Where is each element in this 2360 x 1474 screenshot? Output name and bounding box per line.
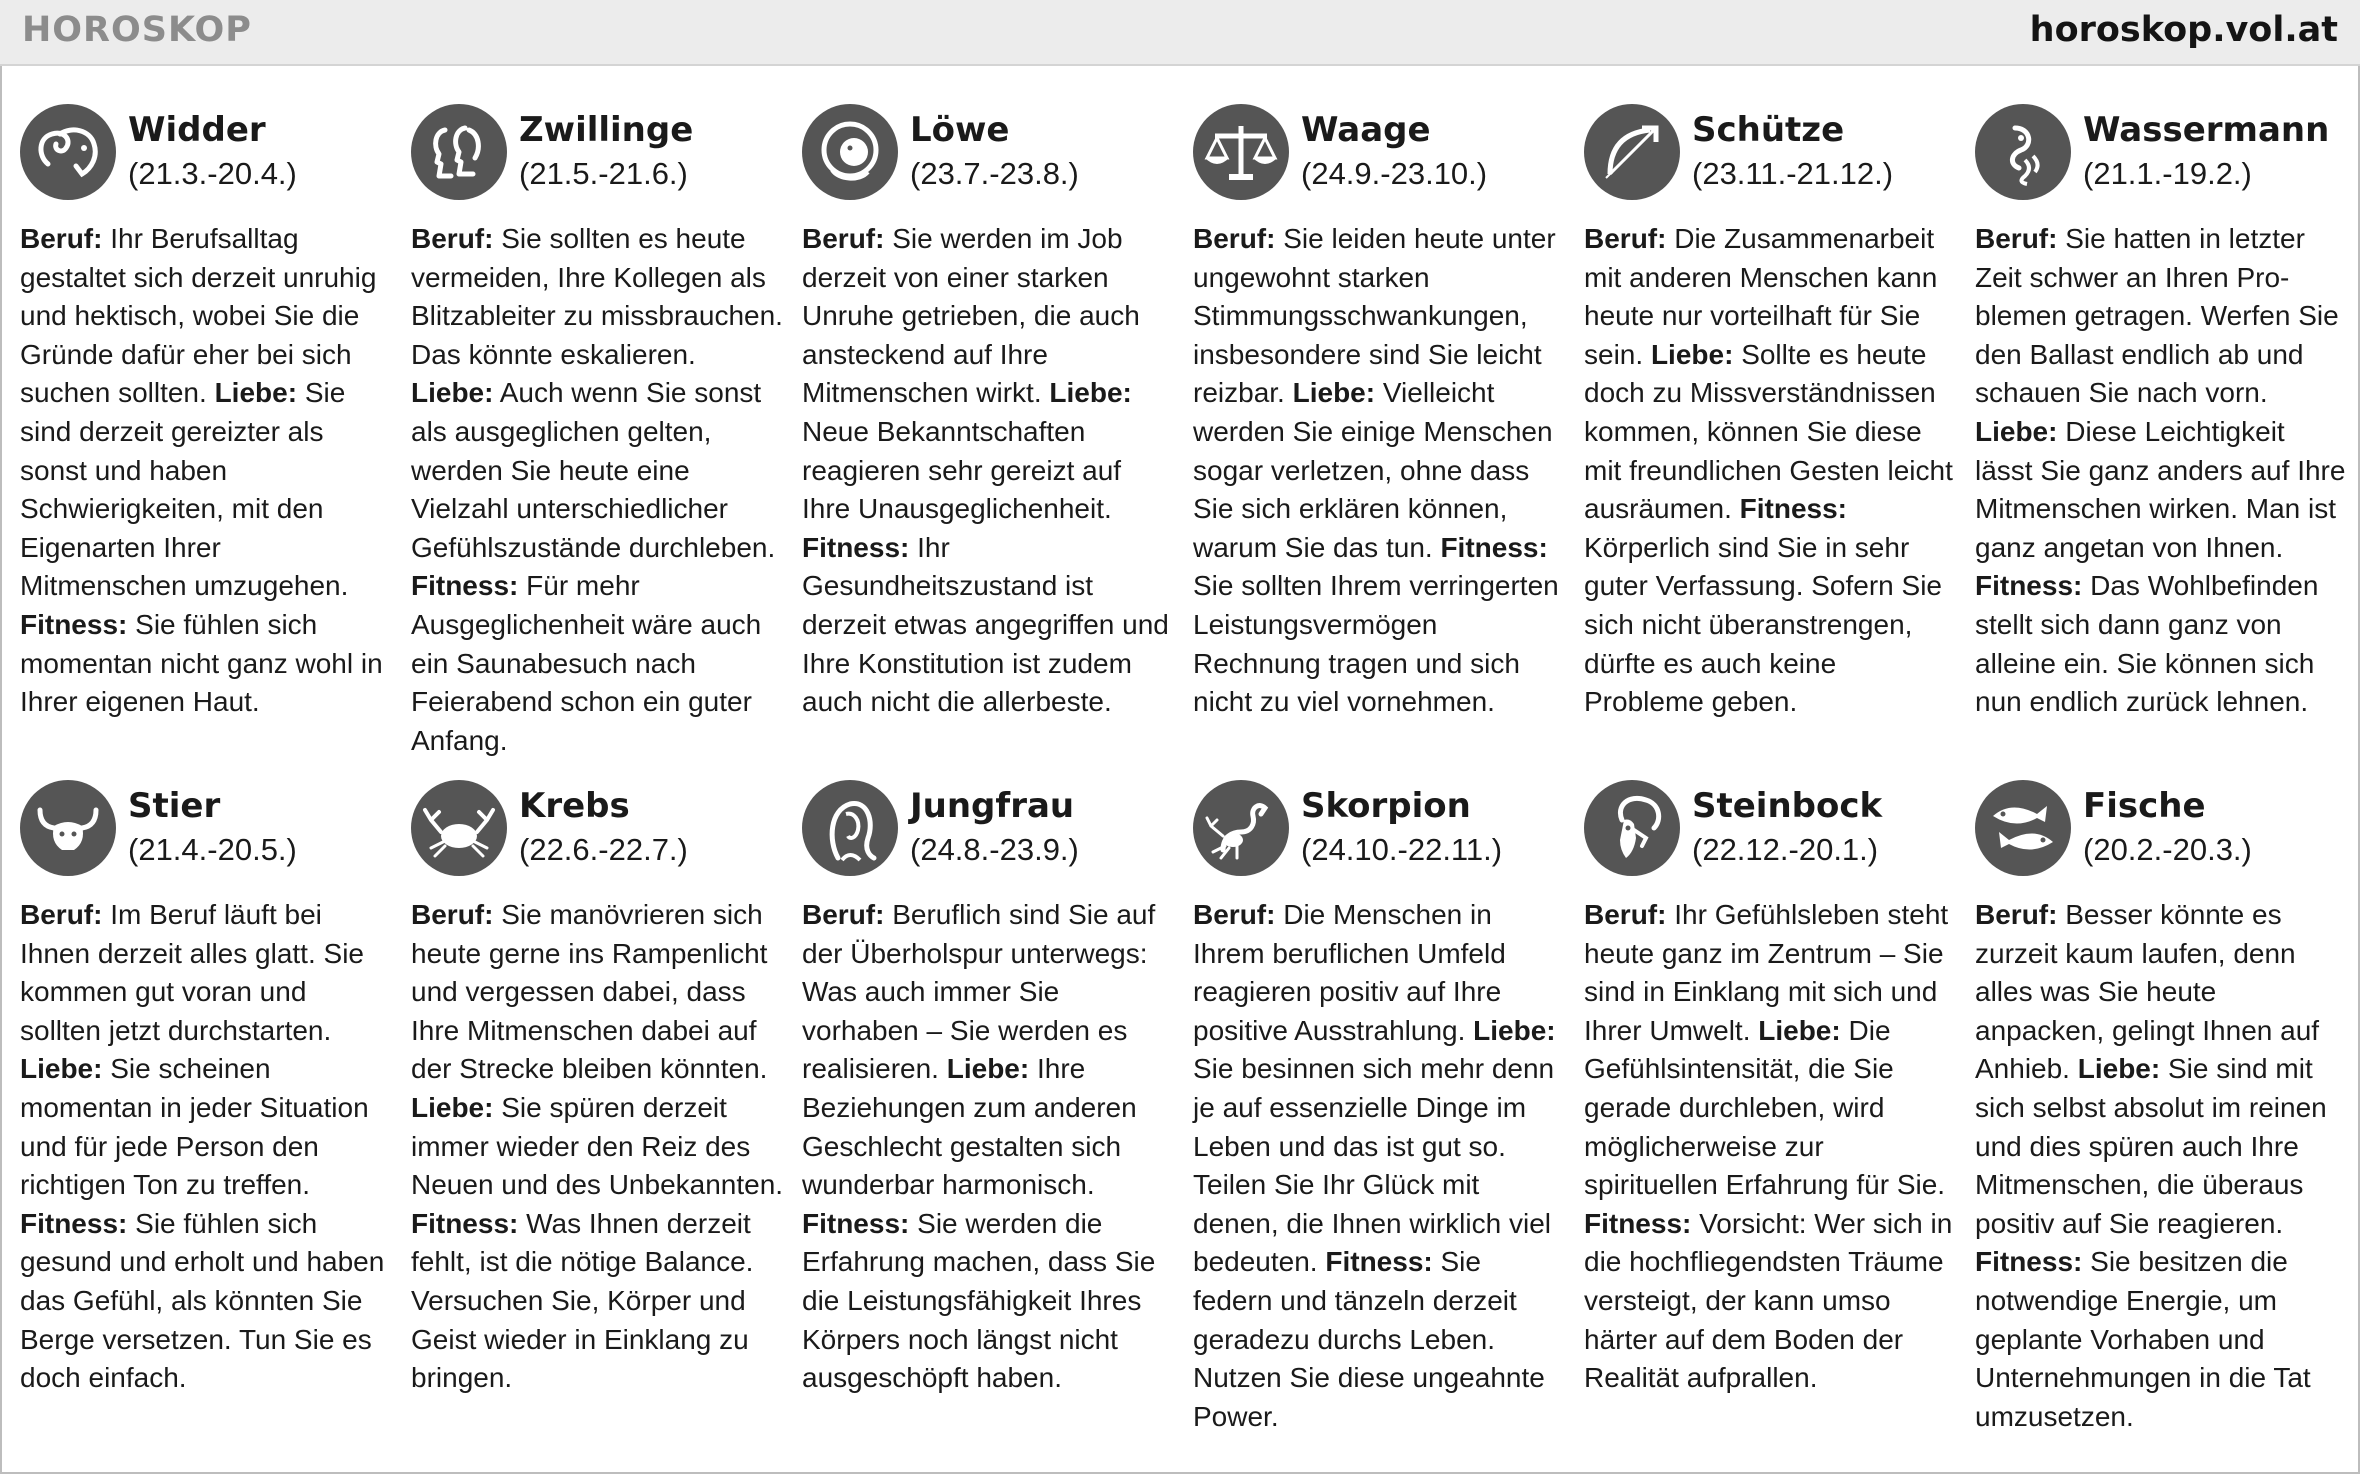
sign-jungfrau <box>802 780 1177 1456</box>
bull-icon <box>20 780 116 876</box>
text-fitness: Körperlich sind Sie in sehr guter Verfassung. Sofern Sie sich nicht überanstrengen, dürfte es auch keine Probleme geben. <box>1584 531 1942 718</box>
sign-text <box>1584 220 1959 722</box>
label-fitness: Fitness: <box>20 1207 128 1239</box>
sign-name: Löwe <box>910 110 1010 150</box>
label-fitness: Fitness: <box>1584 1207 1692 1239</box>
sign-text <box>802 896 1177 1398</box>
sign-header <box>1975 104 2350 204</box>
text-beruf: Die Menschen in Ihrem beruflichen Umfeld reagieren positiv auf Ihre positive Ausstrahlung. <box>1193 899 1506 1046</box>
sign-text <box>20 896 395 1398</box>
scales-icon <box>1193 104 1289 200</box>
sign-waage <box>1193 104 1568 780</box>
label-liebe: Liebe: <box>1292 377 1376 409</box>
sign-header <box>1584 780 1959 880</box>
sign-dates: (24.9.-23.10.) <box>1301 156 1488 191</box>
sign-dates: (21.5.-21.6.) <box>519 156 688 191</box>
horoscope-grid <box>20 104 2350 1456</box>
twins-icon <box>411 104 507 200</box>
text-beruf: Sie hatten in letzter Zeit schwer an Ihren Problemen getragen. Werfen Sie den Ballast endlich ab und schauen Sie nach vorn. <box>1975 223 2339 409</box>
sign-text <box>1975 896 2350 1436</box>
text-fitness: Sie fühlen sich gesund und erholt und haben das Gefühl, als könnten Sie Berge versetzen. Tun Sie es doch einfach. <box>20 1207 385 1394</box>
text-beruf: Sie leiden heute unter ungewohnt starken Stimmungsschwankungen, insbesondere sind Sie leicht reizbar. <box>1193 223 1556 409</box>
text-liebe: Diese Leichtigkeit lässt Sie ganz anders auf Ihre Mitmenschen wirken. Man ist ganz angetan von Ihnen. <box>1975 415 2346 563</box>
label-fitness: Fitness: <box>802 531 910 563</box>
sign-name: Widder <box>128 110 266 150</box>
label-beruf: Beruf: <box>411 223 494 254</box>
text-beruf: Sie manövrieren sich heute gerne ins Rampenlicht und vergessen dabei, dass Ihre Mitmenschen dabei auf der Strecke bleiben könnten. <box>411 899 768 1085</box>
sign-loewe <box>802 104 1177 780</box>
sign-header <box>20 104 395 204</box>
water-bearer-icon <box>1975 104 2071 200</box>
sign-dates: (20.2.-20.3.) <box>2083 832 2252 867</box>
label-fitness: Fitness: <box>802 1207 910 1239</box>
text-liebe: Ihre Beziehungen zum anderen Geschlecht gestalten sich wunderbar harmonisch. <box>802 1053 1137 1201</box>
sign-text <box>411 220 786 760</box>
label-fitness: Fitness: <box>1975 570 2083 602</box>
text-liebe: Vielleicht werden Sie einige Menschen sogar verletzen, ohne dass Sie sich erklären können, warum Sie das tun. <box>1193 377 1553 563</box>
sign-text <box>802 220 1177 722</box>
header-url[interactable]: horoskop.vol.at <box>2029 10 2338 50</box>
sign-text <box>1584 896 1959 1398</box>
label-liebe: Liebe: <box>1650 338 1734 370</box>
label-beruf: Beruf: <box>1193 899 1276 930</box>
label-fitness: Fitness: <box>1975 1246 2083 1278</box>
sign-name: Fische <box>2083 786 2206 826</box>
sign-header <box>411 104 786 204</box>
text-fitness: Was Ihnen derzeit fehlt, ist die nötige Balance. Versuchen Sie, Körper und Geist wieder in Einklang zu bringen. <box>411 1207 754 1394</box>
sign-stier <box>20 780 395 1456</box>
text-beruf: Sie werden im Job derzeit von einer starken Unruhe getrieben, die auch ansteckend auf Ihre Mitmenschen wirkt. <box>802 223 1140 409</box>
sign-header <box>1584 104 1959 204</box>
sign-dates: (24.10.-22.11.) <box>1301 832 1503 867</box>
sign-wassermann <box>1975 104 2350 780</box>
sign-header <box>1193 104 1568 204</box>
label-liebe: Liebe: <box>946 1053 1030 1085</box>
sign-text <box>411 896 786 1398</box>
virgin-icon <box>802 780 898 876</box>
text-fitness: Vorsicht: Wer sich in die hochfliegendsten Träume versteigt, der kann umso härter auf dem Boden der Realität aufprallen. <box>1584 1207 1953 1394</box>
ram-icon <box>20 104 116 200</box>
label-liebe: Liebe: <box>1473 1014 1556 1046</box>
label-liebe: Liebe: <box>20 1053 103 1085</box>
sign-krebs <box>411 780 786 1456</box>
sign-name: Stier <box>128 786 221 826</box>
sign-header <box>802 104 1177 204</box>
sign-text <box>1193 220 1568 722</box>
label-fitness: Fitness: <box>1440 531 1548 563</box>
text-beruf: Beruflich sind Sie auf der Überholspur unterwegs: Was auch immer Sie vorhaben – Sie werden es realisieren. <box>802 899 1156 1085</box>
text-beruf: Ihr Gefühlsleben steht heute ganz im Zentrum – Sie sind in Einklang mit sich und Ihrer Umwelt. <box>1584 899 1949 1046</box>
sign-schuetze <box>1584 104 1959 780</box>
label-fitness: Fitness: <box>1325 1246 1433 1278</box>
sign-header <box>411 780 786 880</box>
sign-zwillinge <box>411 104 786 780</box>
label-beruf: Beruf: <box>1584 223 1667 254</box>
label-liebe: Liebe: <box>1758 1014 1841 1046</box>
sign-header <box>802 780 1177 880</box>
label-fitness: Fitness: <box>411 570 519 602</box>
text-fitness: Sie besitzen die notwendige Energie, um geplante Vorhaben und Unternehmungen in die Tat umzusetzen. <box>1975 1246 2311 1432</box>
text-fitness: Das Wohlbefinden stellt sich dann ganz von alleine ein. Sie können sich nun endlich zurück lehnen. <box>1975 570 2319 718</box>
sign-dates: (21.3.-20.4.) <box>128 156 297 191</box>
capricorn-icon <box>1584 780 1680 876</box>
text-fitness: Sie werden die Erfahrung machen, dass Sie die Leistungsfähigkeit Ihres Körpers noch längst nicht ausgeschöpft haben. <box>802 1207 1156 1394</box>
sign-text <box>1193 896 1568 1436</box>
label-beruf: Beruf: <box>1975 899 2058 930</box>
sign-dates: (21.4.-20.5.) <box>128 832 297 867</box>
label-beruf: Beruf: <box>20 899 103 930</box>
label-beruf: Beruf: <box>20 223 103 254</box>
label-fitness: Fitness: <box>20 608 128 640</box>
sign-dates: (22.6.-22.7.) <box>519 832 688 867</box>
sign-name: Waage <box>1301 110 1431 150</box>
sign-name: Zwillinge <box>519 110 694 150</box>
sign-name: Steinbock <box>1692 786 1883 826</box>
sign-name: Wassermann <box>2083 110 2330 150</box>
text-fitness: Ihr Gesundheitszustand ist derzeit etwas angegriffen und Ihre Konstitution ist zudem auch nicht die allerbeste. <box>802 531 1169 718</box>
text-beruf: Ihr Berufsalltag gestaltet sich derzeit unruhig und hektisch, wobei Sie die Gründe dafür eher bei sich suchen sollten. <box>20 223 377 409</box>
sign-dates: (24.8.-23.9.) <box>910 832 1079 867</box>
text-liebe: Neue Bekanntschaften reagieren sehr gereizt auf Ihre Unausgeglichenheit. <box>802 415 1122 525</box>
text-liebe: Die Gefühlsintensität, die Sie gerade durchleben, wird möglicherweise zur spirituellen Erfahrung für Sie. <box>1584 1014 1946 1201</box>
sign-dates: (23.7.-23.8.) <box>910 156 1079 191</box>
label-beruf: Beruf: <box>802 223 885 254</box>
label-beruf: Beruf: <box>1584 899 1667 930</box>
text-beruf: Sie sollten es heute vermeiden, Ihre Kollegen als Blitzableiter zu missbrauchen. Das könnte eskalieren. <box>411 223 783 370</box>
sign-widder <box>20 104 395 780</box>
crab-icon <box>411 780 507 876</box>
text-liebe: Sie spüren derzeit immer wieder den Reiz des Neuen und des Unbekannten. <box>411 1091 784 1201</box>
text-fitness: Sie fühlen sich momentan nicht ganz wohl in Ihrer eigenen Haut. <box>20 608 383 718</box>
text-liebe: Sie sind derzeit gereizter als sonst und haben Schwierigkeiten, mit den Eigenarten Ihrer Mitmenschen umzugehen. <box>20 377 349 602</box>
sign-steinbock <box>1584 780 1959 1456</box>
sign-name: Schütze <box>1692 110 1845 150</box>
text-liebe: Sie sind mit sich selbst absolut im reinen und dies spüren auch Ihre Mitmenschen, die überaus positiv auf Sie reagieren. <box>1975 1053 2327 1239</box>
label-beruf: Beruf: <box>411 899 494 930</box>
sign-header <box>20 780 395 880</box>
label-liebe: Liebe: <box>214 377 298 409</box>
sign-text <box>1975 220 2350 722</box>
sign-dates: (22.12.-20.1.) <box>1692 832 1879 867</box>
sign-name: Jungfrau <box>910 786 1075 826</box>
sign-dates: (21.1.-19.2.) <box>2083 156 2252 191</box>
sign-fische <box>1975 780 2350 1456</box>
lion-icon <box>802 104 898 200</box>
text-beruf: Die Zusammenarbeit mit anderen Menschen kann heute nur vorteilhaft für Sie sein. <box>1584 223 1938 370</box>
fish-icon <box>1975 780 2071 876</box>
sign-skorpion <box>1193 780 1568 1456</box>
label-liebe: Liebe: <box>1975 415 2058 447</box>
text-liebe: Sie besinnen sich mehr denn je auf essenzielle Dinge im Leben und das ist gut so. Teilen Sie Ihr Glück mit denen, die Ihnen wirklich viel bedeuten. <box>1193 1053 1555 1278</box>
text-beruf: Besser könnte es zurzeit kaum laufen, denn alles was Sie heute anpacken, gelingt Ihnen auf Anhieb. <box>1975 899 2320 1085</box>
label-liebe: Liebe: <box>411 377 494 409</box>
label-beruf: Beruf: <box>1975 223 2058 254</box>
text-beruf: Im Beruf läuft bei Ihnen derzeit alles glatt. Sie kommen gut voran und sollten jetzt durchstarten. <box>20 899 364 1046</box>
text-liebe: Sie scheinen momentan in jeder Situation und für jede Person den richtigen Ton zu treffen. <box>20 1053 369 1201</box>
text-fitness: Sie sollten Ihrem verringerten Leistungsvermögen Rechnung tragen und sich nicht zu viel vornehmen. <box>1193 570 1559 718</box>
sign-dates: (23.11.-21.12.) <box>1692 156 1894 191</box>
label-beruf: Beruf: <box>802 899 885 930</box>
text-liebe: Auch wenn Sie sonst als ausgeglichen gelten, werden Sie heute eine Vielzahl unterschiedlicher Gefühlszustände durchleben. <box>411 377 776 563</box>
label-beruf: Beruf: <box>1193 223 1276 254</box>
sign-name: Skorpion <box>1301 786 1471 826</box>
header-title: HOROSKOP <box>22 10 252 50</box>
archer-icon <box>1584 104 1680 200</box>
sign-header <box>1193 780 1568 880</box>
text-liebe: Sollte es heute doch zu Missverständnissen kommen, können Sie diese mit freundlichen Gesten leicht ausräumen. <box>1584 338 1953 525</box>
page-header <box>0 0 2360 66</box>
label-liebe: Liebe: <box>411 1091 494 1123</box>
label-liebe: Liebe: <box>2077 1053 2161 1085</box>
text-fitness: Für mehr Ausgeglichenheit wäre auch ein Saunabesuch nach Feierabend schon ein guter Anfang. <box>411 570 762 756</box>
label-fitness: Fitness: <box>1739 493 1848 525</box>
sign-header <box>1975 780 2350 880</box>
text-fitness: Sie federn und tänzeln derzeit geradezu durchs Leben. Nutzen Sie diese ungeahnte Power. <box>1193 1246 1545 1432</box>
sign-name: Krebs <box>519 786 630 826</box>
sign-text <box>20 220 395 722</box>
label-liebe: Liebe: <box>1049 377 1132 409</box>
scorpion-icon <box>1193 780 1289 876</box>
label-fitness: Fitness: <box>411 1207 519 1239</box>
